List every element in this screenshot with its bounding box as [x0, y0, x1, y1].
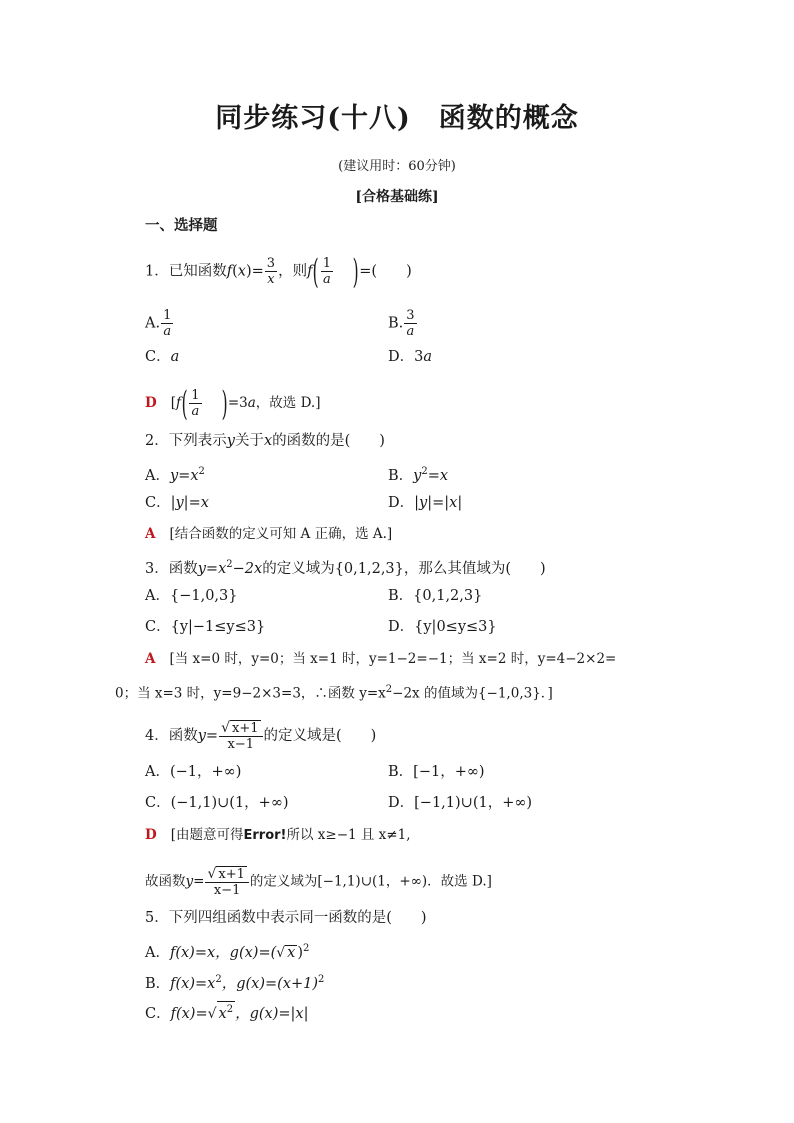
q3-option-b: B．{0,1,2,3} [388, 588, 483, 604]
q4-option-a: A．(−1，+∞) [145, 764, 242, 780]
suggested-time: (建议用时：60分钟) [338, 159, 456, 174]
q4-option-d: D．[−1,1)∪(1，+∞) [388, 795, 533, 811]
q3-explanation-line2: 0；当 x=3 时，y=9−2×3=3，∴函数 $y=x^2-2x$ 的值域为{−1,0,3}．] [115, 684, 553, 702]
q5-option-c: C．f(x)=√ $x^2$ ，g(x)=|x| [145, 1001, 308, 1024]
q4-answer: D [145, 827, 157, 843]
q5-stem: 5．下列四组函数中表示同一函数的是( ) [145, 910, 427, 926]
q1-stem: 1．已知函数f(x)= $\frac{3}{x}$ ，则f( $\frac{1}{a}$ )=( ) [145, 251, 412, 292]
q4-option-c: C．(−1,1)∪(1，+∞) [145, 795, 289, 811]
q2-option-b: B．$y^2=x$ [388, 466, 449, 484]
q3-option-a: A．{−1,0,3} [145, 588, 238, 604]
q1-option-d: D．3a [388, 349, 433, 365]
q5-option-b: B．$f(x)=x^2$，$g(x)=(x+1)^2$ [145, 974, 325, 992]
q1-option-b: B. $\frac{3}{a}$ [388, 308, 415, 339]
q1-explanation: D [f( $\frac{1}{a}$ )=3a，故选 D.] [145, 383, 321, 424]
q4-option-b: B．[−1，+∞) [388, 764, 485, 780]
q1-option-a: A. $\frac{1}{a}$ [145, 308, 172, 339]
q1-arg-fraction: $\frac{1}{a}$ [322, 256, 331, 287]
section-heading: 一、选择题 [145, 217, 218, 234]
level-heading: [合格基础练] [355, 189, 439, 205]
q2-explanation: A [结合函数的定义可知 A 正确，选 A.] [145, 526, 393, 542]
q3-explanation-line1: A [当 x=0 时，y=0；当 x=1 时，y=1−2=−1；当 x=2 时，y=4−2×2= [145, 651, 617, 667]
q1-option-c: C．a [145, 349, 180, 365]
title-topic: 函数的概念 [438, 103, 579, 134]
q4-explanation-line1: D [由题意可得Error!所以 x≥−1 且 x≠1, [145, 827, 411, 843]
q4-explanation-line2: 故函数y= $\frac{√ x+1}{x-1}$ 的定义域为[−1,1)∪(1，+∞)．故选 D.] [145, 866, 492, 898]
q5-option-a: A．f(x)=x，g(x)=(√ x )$^2$ [145, 943, 310, 961]
q2-stem: 2．下列表示y关于x的函数的是( ) [145, 433, 385, 449]
q2-answer: A [145, 526, 156, 542]
q4-fraction: $\frac{√ x+1}{x-1}$ [219, 720, 262, 752]
q3-option-d: D．{y|0≤y≤3} [388, 619, 497, 635]
q3-stem: 3．函数$y=x^2-2x$的定义域为{0,1,2,3}，那么其值域为( ) [145, 559, 546, 577]
q2-option-a: A．$y=x^2$ [145, 466, 205, 484]
q1-answer: D [145, 395, 157, 411]
title-main: 同步练习(十八) [215, 103, 411, 134]
q3-option-c: C．{y|−1≤y≤3} [145, 619, 266, 635]
q3-answer: A [145, 651, 156, 667]
q4-stem: 4．函数y= $\frac{√ x+1}{x-1}$ 的定义域是( ) [145, 720, 377, 752]
q2-option-c: C．|y|=x [145, 495, 209, 511]
q1-fraction: $\frac{3}{x}$ [266, 256, 276, 287]
q2-option-d: D．|y|=|x| [388, 495, 463, 511]
page-title [0, 96, 794, 135]
